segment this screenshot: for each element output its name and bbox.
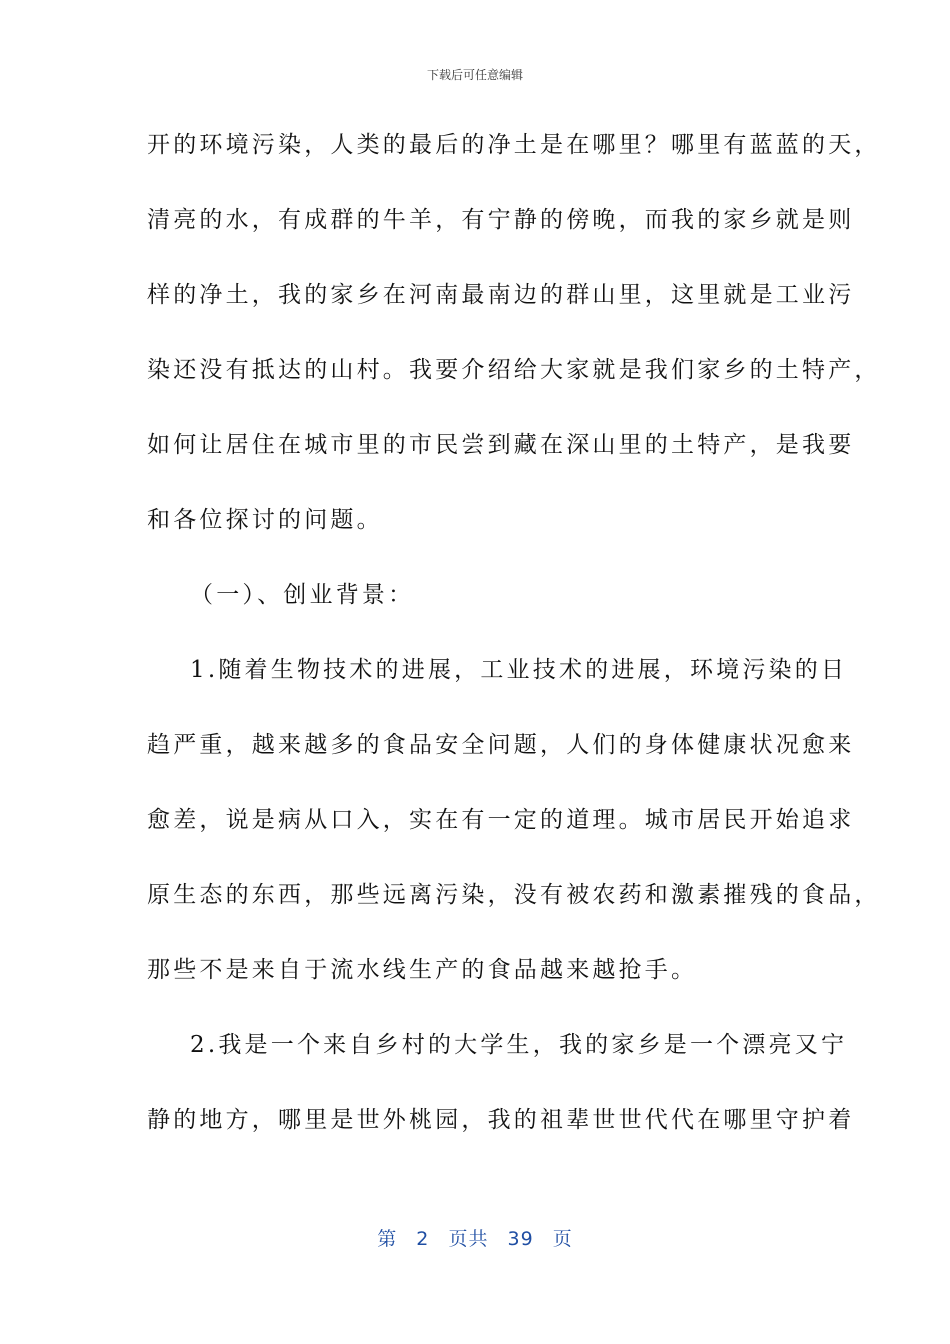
text-line: 原生态的东西，那些远离污染，没有被农药和激素摧残的食品，	[147, 882, 881, 908]
section-heading: （一）、创业背景：	[190, 582, 415, 608]
text-line: 愈差，说是病从口入，实在有一定的道理。城市居民开始追求	[147, 807, 855, 833]
text-line: 趋严重，越来越多的食品安全问题，人们的身体健康状况愈来	[147, 732, 855, 758]
text-line: 清亮的水，有成群的牛羊，有宁静的傍晚，而我的家乡就是则	[147, 207, 855, 233]
text-line: 开的环境污染，人类的最后的净土是在哪里？哪里有蓝蓝的天，	[147, 132, 881, 158]
download-note: 下载后可任意编辑	[426, 68, 523, 82]
text-line: 如何让居住在城市里的市民尝到藏在深山里的土特产，是我要	[147, 432, 855, 458]
text-line: 样的净土，我的家乡在河南最南边的群山里，这里就是工业污	[147, 282, 855, 308]
page-number: 2	[416, 1228, 430, 1250]
text-line: 和各位探讨的问题。	[147, 507, 383, 533]
total-pages: 39	[507, 1228, 534, 1250]
page-mid: 页共	[448, 1228, 489, 1250]
paragraph-start-line: 1.随着生物技术的进展，工业技术的进展，环境污染的日	[190, 657, 848, 683]
text-line: 染还没有抵达的山村。我要介绍给大家就是我们家乡的土特产，	[147, 357, 881, 383]
page-suffix: 页	[552, 1228, 573, 1250]
text-line: 那些不是来自于流水线生产的食品越来越抢手。	[147, 957, 698, 983]
paragraph-start-line: 2.我是一个来自乡村的大学生，我的家乡是一个漂亮又宁	[190, 1032, 848, 1058]
text-line: 静的地方，哪里是世外桃园，我的祖辈世世代代在哪里守护着	[147, 1107, 855, 1133]
page-footer	[0, 1224, 950, 1251]
page-prefix: 第	[377, 1228, 398, 1250]
